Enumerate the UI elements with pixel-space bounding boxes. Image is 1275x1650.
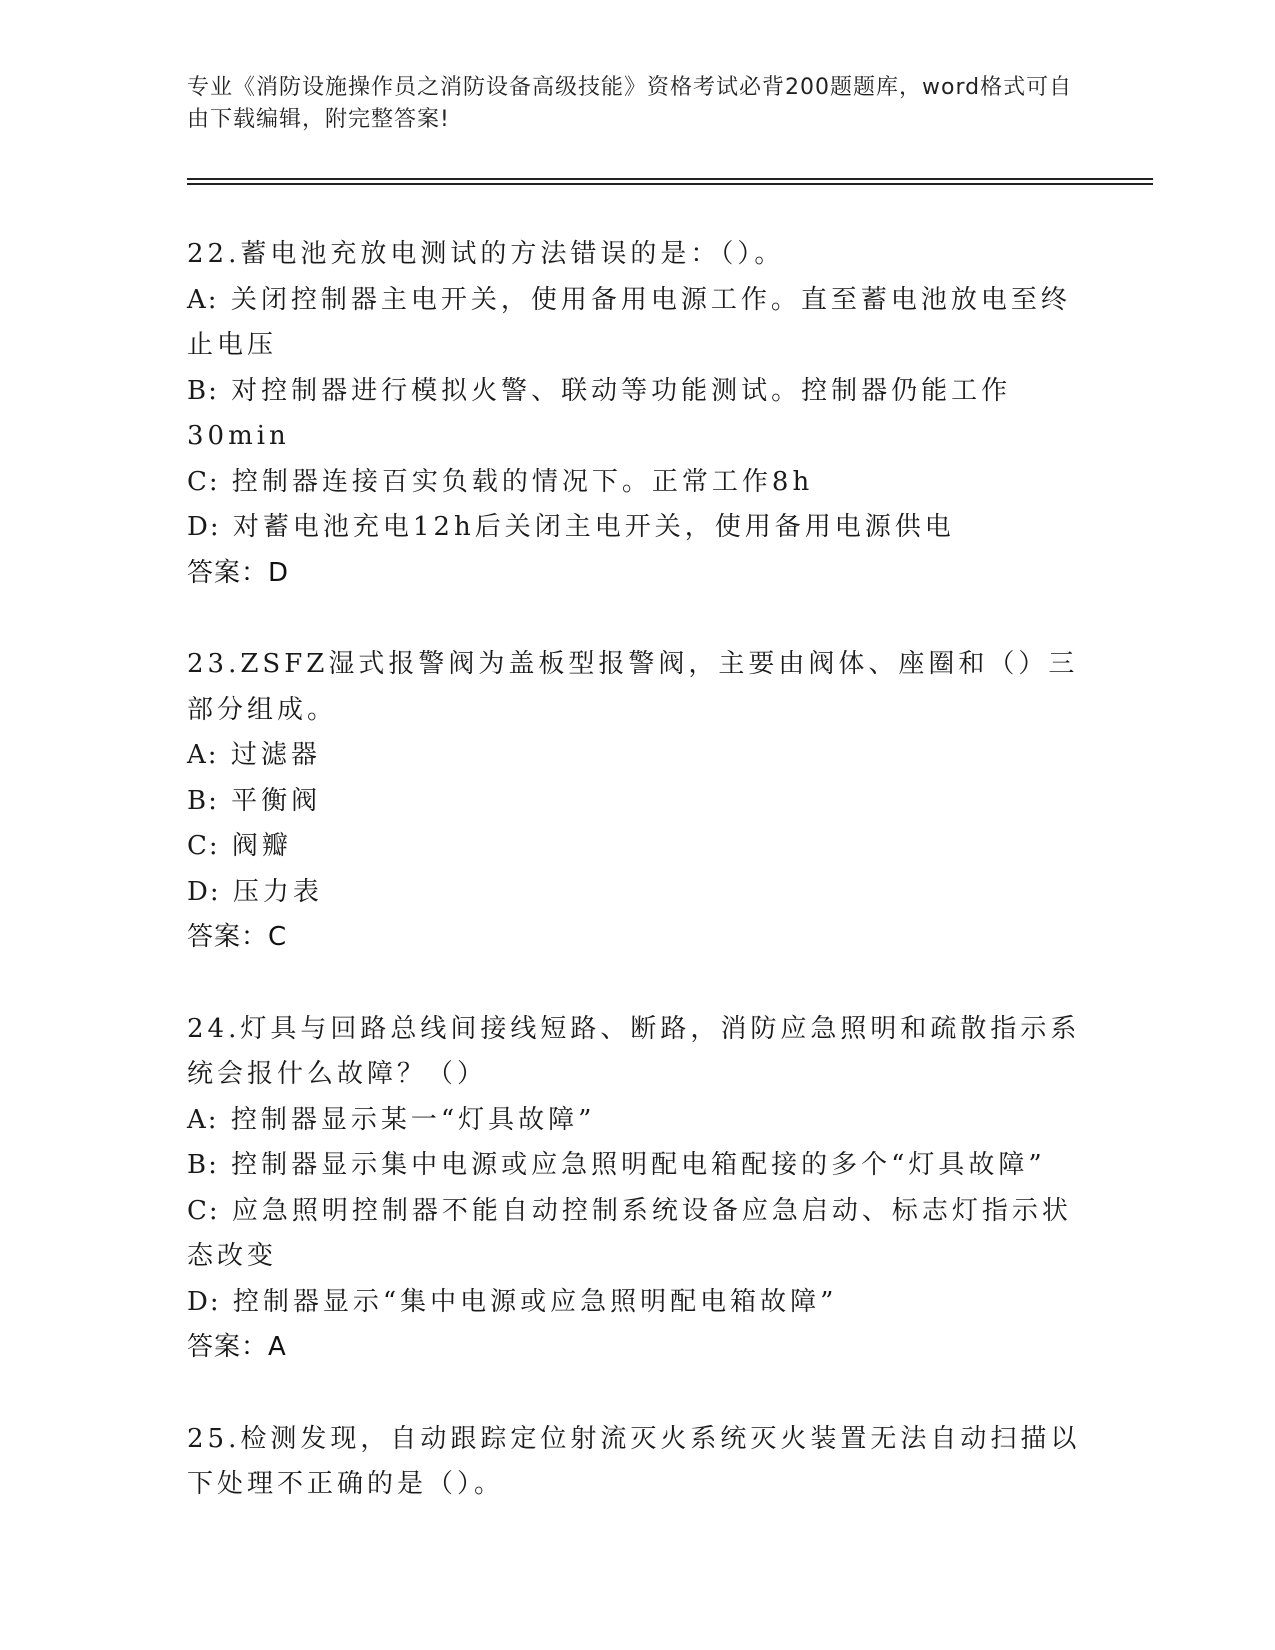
answer-label: 答案：C: [187, 922, 288, 952]
option-key: A:: [187, 1104, 219, 1135]
option-key: D:: [187, 1286, 221, 1317]
document-header: 专业《消防设施操作员之消防设备高级技能》资格考试必背200题题库，word格式可自由下载编辑，附完整答案!: [187, 75, 1073, 132]
option-c: [187, 1189, 1087, 1280]
question-23: [187, 642, 1087, 961]
option-c: [187, 824, 1087, 870]
option-text: 控制器显示“集中电源或应急照明配电箱故障”: [232, 1286, 838, 1317]
answer-label: 答案：A: [187, 1332, 287, 1362]
option-a: [187, 733, 1087, 779]
option-text: 关闭控制器主电开关，使用备用电源工作。直至蓄电池放电至终止电压: [187, 284, 1071, 360]
option-key: D:: [187, 876, 221, 907]
question-stem: 23.ZSFZ湿式报警阀为盖板型报警阀，主要由阀体、座圈和（）三部分组成。: [187, 649, 1079, 725]
question-stem: 22.蓄电池充放电测试的方法错误的是：（）。: [187, 239, 785, 269]
option-key: C:: [187, 831, 220, 861]
option-text: 对蓄电池充电12h后关闭主电开关，使用备用电源供电: [232, 512, 955, 542]
option-key: B:: [187, 375, 219, 406]
option-key: C:: [187, 1195, 220, 1226]
answer-label: 答案：D: [187, 557, 290, 588]
option-key: C:: [187, 466, 220, 497]
option-a: [187, 1098, 1087, 1144]
option-key: B:: [187, 785, 219, 816]
option-c: [187, 460, 1087, 506]
question-22: [187, 232, 1087, 596]
question-list: [187, 232, 1087, 1554]
header-divider-bottom: [187, 183, 1153, 185]
option-text: 应急照明控制器不能自动控制系统设备应急启动、标志灯指示状态改变: [187, 1195, 1072, 1271]
option-key: A:: [187, 740, 219, 770]
option-d: [187, 870, 1087, 916]
option-text: 平衡阀: [231, 785, 322, 816]
option-b: [187, 779, 1087, 825]
option-text: 控制器连接百实负载的情况下。正常工作8h: [231, 466, 814, 497]
option-text: 过滤器: [230, 740, 321, 770]
option-text: 压力表: [232, 876, 323, 907]
option-a: [187, 278, 1087, 369]
option-text: 对控制器进行模拟火警、联动等功能测试。控制器仍能工作30min: [187, 375, 1012, 451]
option-d: [187, 505, 1087, 551]
option-text: 控制器显示某一“灯具故障”: [230, 1104, 596, 1135]
question-25: [187, 1417, 1087, 1508]
option-b: [187, 369, 1087, 460]
question-24: [187, 1007, 1087, 1371]
option-text: 阀瓣: [231, 831, 292, 861]
question-stem: 24.灯具与回路总线间接线短路、断路，消防应急照明和疏散指示系统会报什么故障？（）: [187, 1013, 1081, 1089]
option-key: A:: [187, 284, 219, 315]
option-key: B:: [187, 1150, 219, 1180]
option-d: [187, 1280, 1087, 1326]
option-key: D:: [187, 512, 221, 542]
header-divider-top: [187, 178, 1153, 180]
option-text: 控制器显示集中电源或应急照明配电箱配接的多个“灯具故障”: [231, 1150, 1046, 1180]
question-stem: 25.检测发现，自动跟踪定位射流灭火系统灭火装置无法自动扫描以下处理不正确的是（）。: [187, 1423, 1081, 1499]
option-b: [187, 1143, 1087, 1189]
